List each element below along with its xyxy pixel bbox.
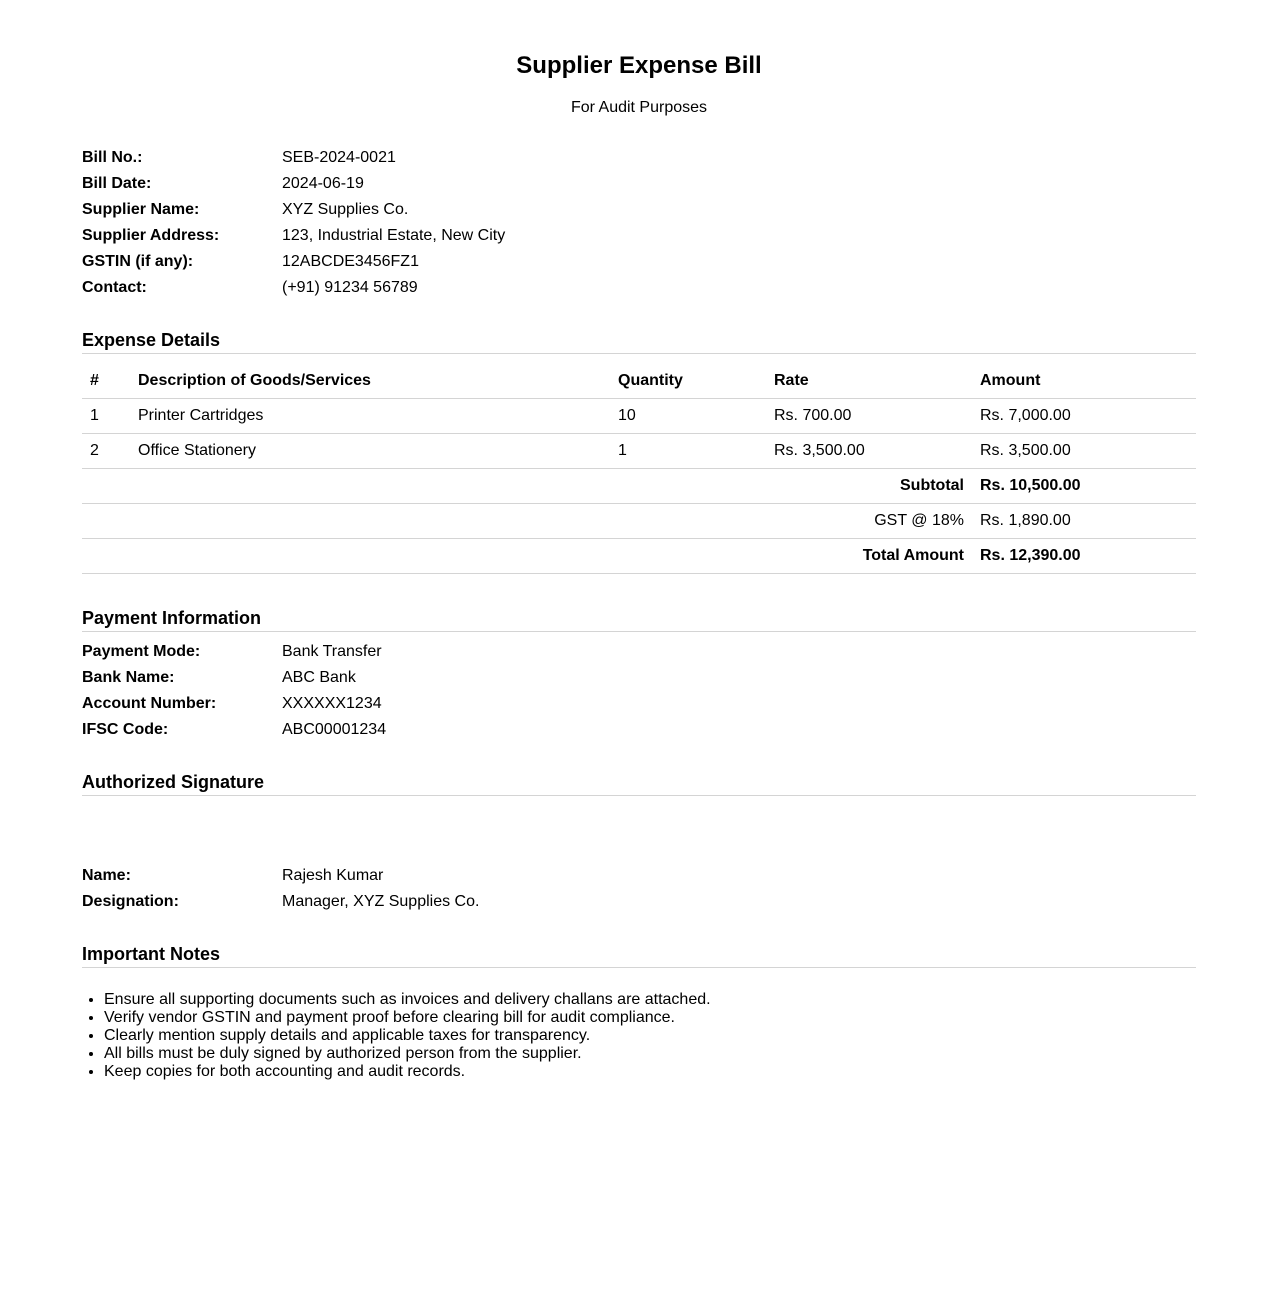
row-rate: Rs. 3,500.00: [766, 434, 972, 469]
contact-value: (+91) 91234 56789: [282, 279, 418, 296]
payment-info-row: [82, 665, 1196, 691]
authorized-signature-heading: Authorized Signature: [82, 770, 1196, 796]
payment-mode-label: Payment Mode:: [82, 643, 201, 660]
row-description: Office Stationery: [130, 434, 610, 469]
table-row: [82, 399, 1196, 434]
page-subtitle: For Audit Purposes: [570, 99, 708, 116]
subtotal-row: [82, 469, 1196, 504]
table-header-row: [82, 364, 1196, 399]
total-amount-label: Total Amount: [82, 539, 972, 574]
designation-value: Manager, XYZ Supplies Co.: [282, 893, 480, 910]
bill-info-row: [82, 197, 1196, 223]
signature-info-row: [82, 863, 1196, 889]
ifsc-code-label: IFSC Code:: [82, 721, 169, 738]
supplier-address-label: Supplier Address:: [82, 227, 220, 244]
row-description: Printer Cartridges: [130, 399, 610, 434]
row-number: 1: [82, 399, 130, 434]
bill-info-row: [82, 145, 1196, 171]
row-amount: Rs. 7,000.00: [972, 399, 1196, 434]
expense-details-heading: Expense Details: [82, 328, 1196, 354]
row-rate: Rs. 700.00: [766, 399, 972, 434]
bill-no-label: Bill No.:: [82, 149, 143, 166]
column-header-rate: Rate: [766, 364, 972, 399]
subtotal-label: Subtotal: [82, 469, 972, 504]
important-notes-heading: Important Notes: [82, 942, 1196, 968]
bank-name-label: Bank Name:: [82, 669, 175, 686]
total-amount-value: Rs. 12,390.00: [972, 539, 1196, 574]
total-row: [82, 539, 1196, 574]
notes-list: [82, 991, 1218, 1081]
contact-label: Contact:: [82, 279, 147, 296]
bank-name-value: ABC Bank: [282, 669, 356, 686]
column-header-description: Description of Goods/Services: [130, 364, 610, 399]
payment-information-heading: Payment Information: [82, 606, 1196, 632]
payment-info: [82, 639, 1196, 743]
supplier-address-value: 123, Industrial Estate, New City: [282, 227, 506, 244]
list-item: • All bills must be duly signed by authorized person from the supplier.: [104, 1045, 1218, 1063]
account-number-label: Account Number:: [82, 695, 217, 712]
column-header-number: #: [82, 364, 130, 399]
list-item: • Keep copies for both accounting and audit records.: [104, 1063, 1218, 1081]
bill-date-value: 2024-06-19: [282, 175, 364, 192]
gst-row: [82, 504, 1196, 539]
row-number: 2: [82, 434, 130, 469]
supplier-name-value: XYZ Supplies Co.: [282, 201, 409, 218]
signature-info-row: [82, 889, 1196, 915]
gst-value: Rs. 1,890.00: [972, 504, 1196, 539]
signatory-name-label: Name:: [82, 867, 131, 884]
bill-info-row: [82, 249, 1196, 275]
table-row: [82, 434, 1196, 469]
payment-info-row: [82, 691, 1196, 717]
column-header-quantity: Quantity: [610, 364, 766, 399]
row-quantity: 10: [610, 399, 766, 434]
account-number-value: XXXXXX1234: [282, 695, 382, 712]
ifsc-code-value: ABC00001234: [282, 721, 387, 738]
column-header-amount: Amount: [972, 364, 1196, 399]
gst-label: GST @ 18%: [82, 504, 972, 539]
list-item: • Clearly mention supply details and applicable taxes for transparency.: [104, 1027, 1218, 1045]
bill-info: [82, 145, 1196, 301]
supplier-name-label: Supplier Name:: [82, 201, 200, 218]
row-amount: Rs. 3,500.00: [972, 434, 1196, 469]
designation-label: Designation:: [82, 893, 179, 910]
gstin-value: 12ABCDE3456FZ1: [282, 253, 419, 270]
payment-info-row: [82, 639, 1196, 665]
bill-info-row: [82, 275, 1196, 301]
expense-table: [82, 364, 1196, 574]
list-item: • Ensure all supporting documents such as invoices and delivery challans are attached.: [104, 991, 1218, 1009]
payment-info-row: [82, 717, 1196, 743]
page-title: Supplier Expense Bill: [516, 52, 762, 79]
payment-mode-value: Bank Transfer: [282, 643, 382, 660]
bill-no-value: SEB-2024-0021: [282, 149, 396, 166]
subtotal-value: Rs. 10,500.00: [972, 469, 1196, 504]
gstin-label: GSTIN (if any):: [82, 253, 194, 270]
bill-info-row: [82, 171, 1196, 197]
row-quantity: 1: [610, 434, 766, 469]
signatory-name-value: Rajesh Kumar: [282, 867, 384, 884]
list-item: • Verify vendor GSTIN and payment proof before clearing bill for audit compliance.: [104, 1009, 1218, 1027]
signature-info: [82, 863, 1196, 915]
bill-info-row: [82, 223, 1196, 249]
bill-date-label: Bill Date:: [82, 175, 152, 192]
